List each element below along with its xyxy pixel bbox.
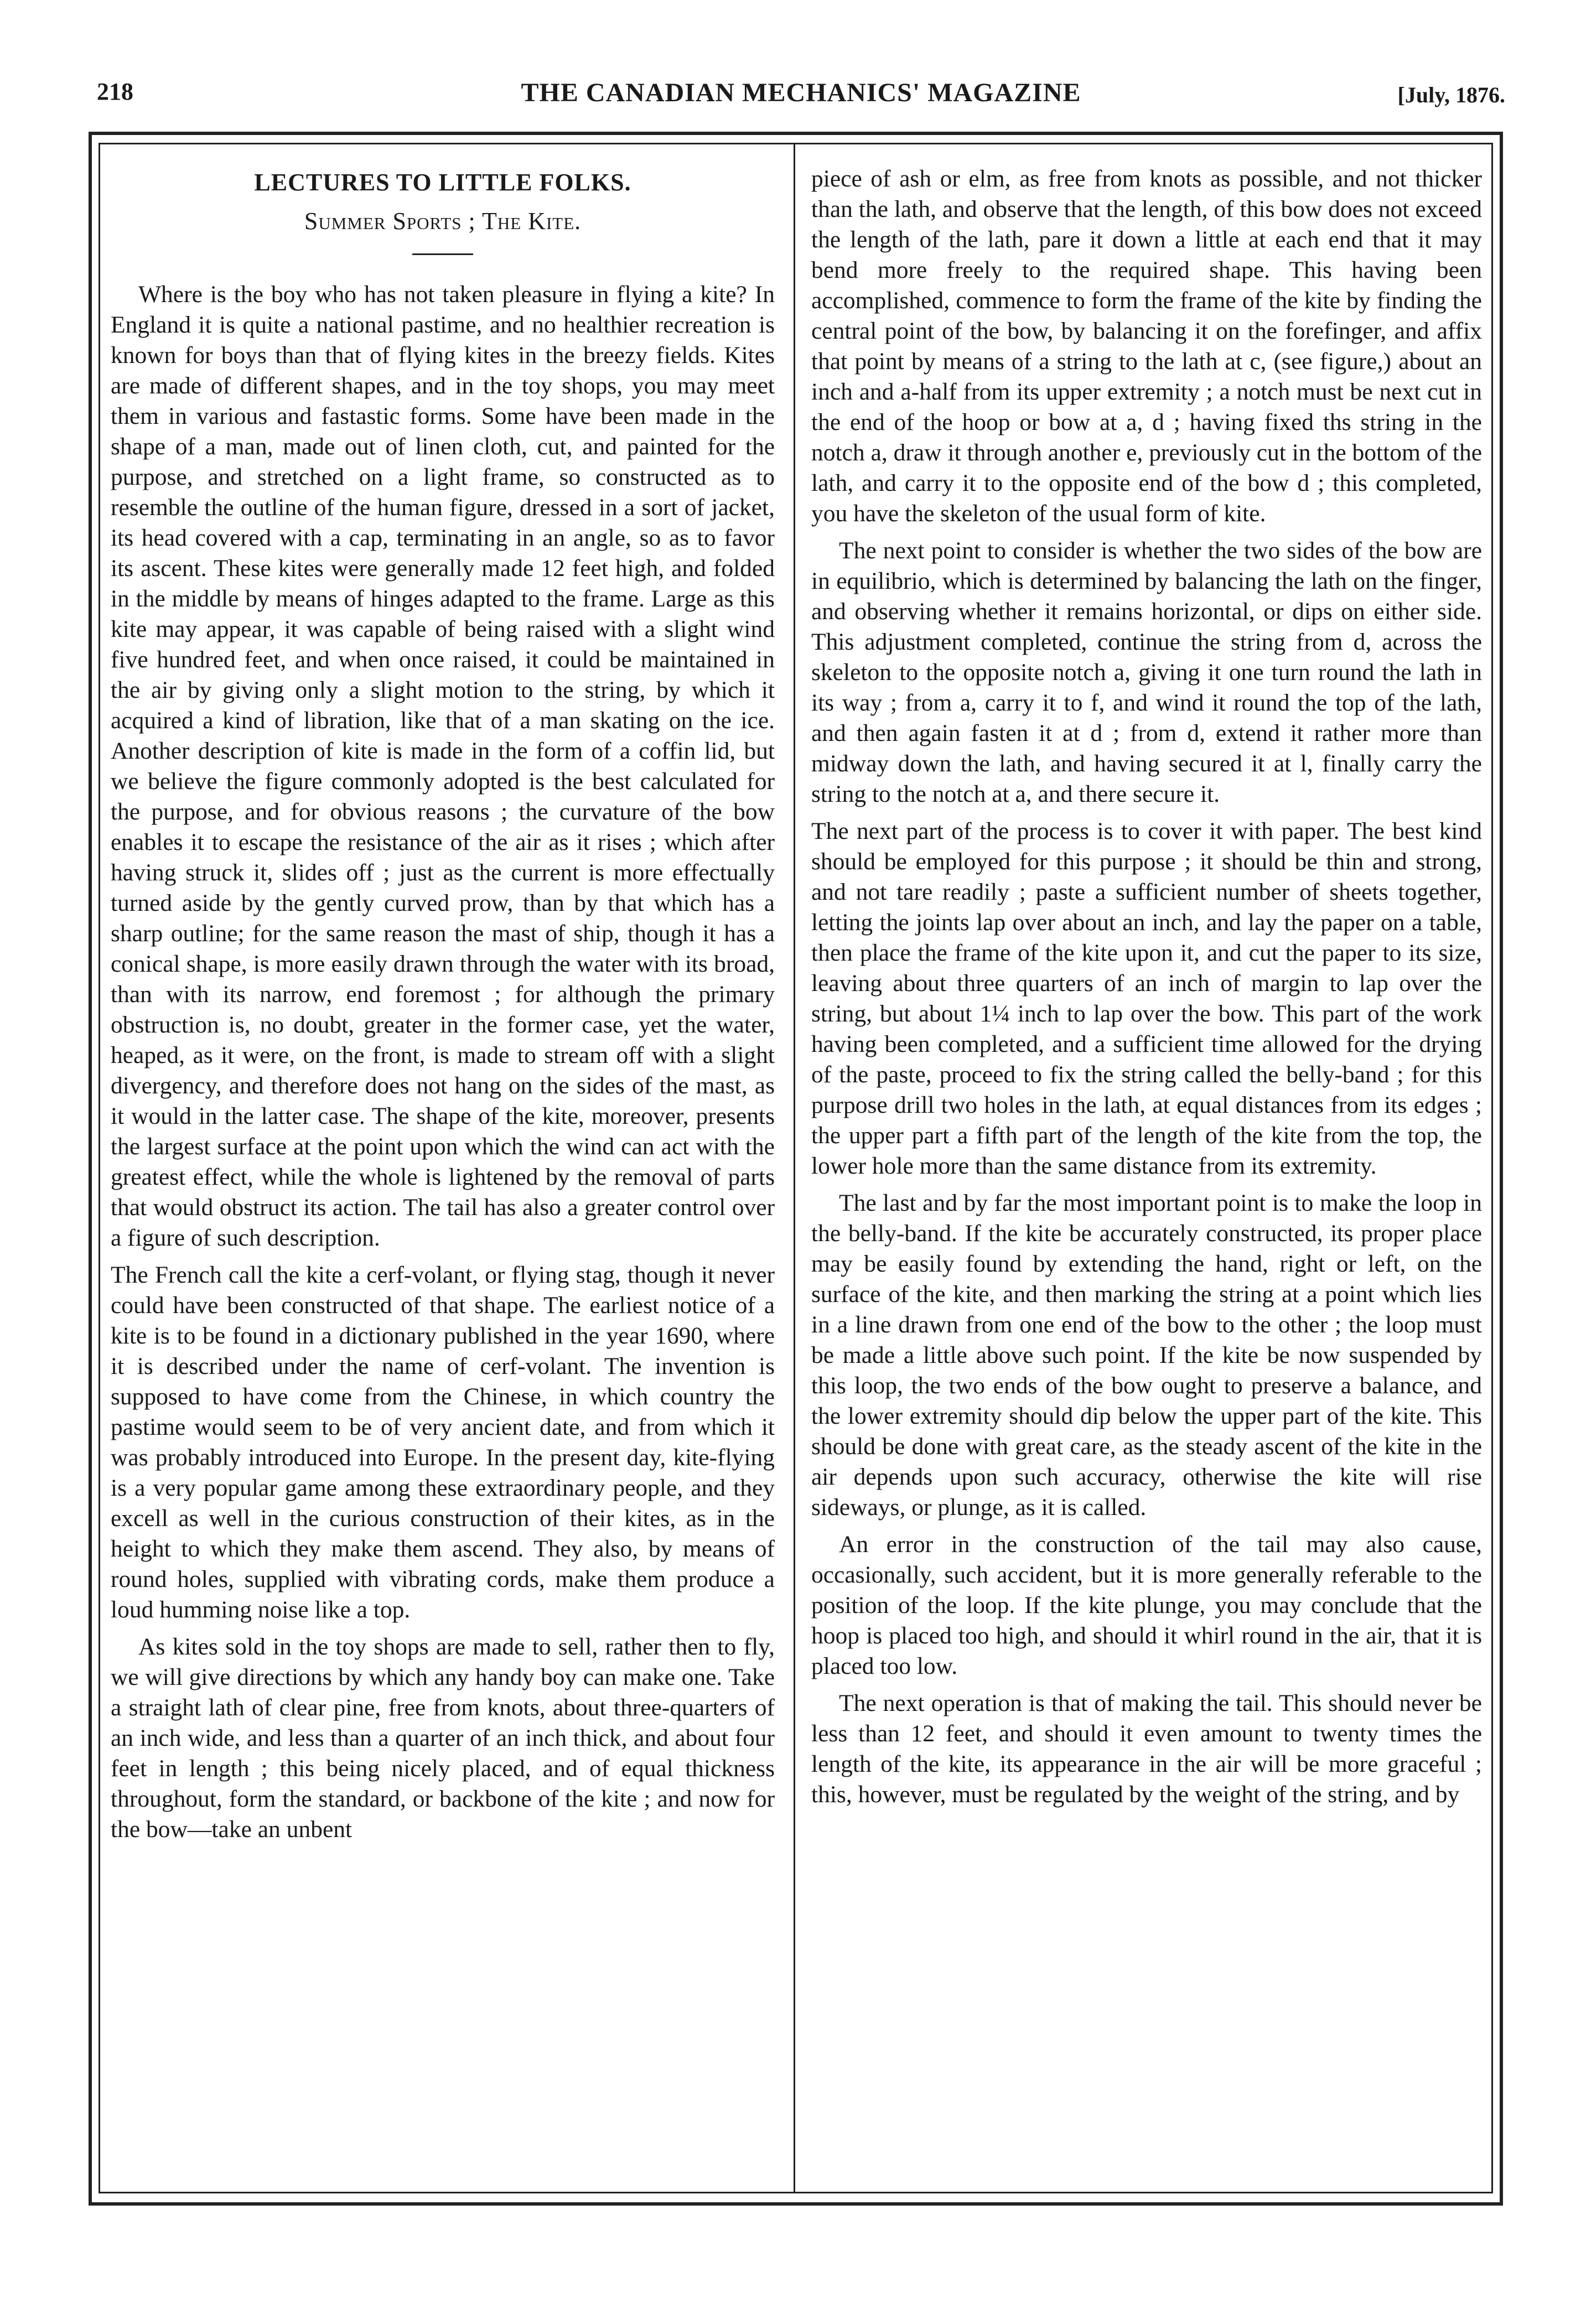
paragraph: The next operation is that of making the tail. This should never be less than 12 feet, and should it even amount to twenty times the length of the kite, its appearance in the air will be more graceful ; this, however, must be regulated by the weight of the string, and by: [811, 1690, 1482, 1808]
paragraph: piece of ash or elm, as free from knots as possible, and not thicker than the lath, and observe that the length, of this bow does not exceed the length of the lath, pare it down a little at each end that it may bend more freely to the required shape. This having been accomplished, commence to form the frame of the kite by finding the central point of the bow, by balancing it on the forefinger, and affix that point by means of a string to the lath at c, (see figure,) about an inch and a-half from its upper extremity ; a notch must be next cut in the end of the hoop or bow at a, d ; having fixed ths string in the notch a, draw it through another e, previously cut in the bottom of the lath, and carry it to the opposite end of the bow d ; this completed, you have the skeleton of the usual form of kite.: [811, 165, 1482, 527]
left-column: [111, 166, 775, 2180]
paragraph: Where is the boy who has not taken pleasure in flying a kite? In England it is quite a national pastime, and no healthier recreation is known for boys than that of flying kites in the breezy fields. Kites are made of different shapes, and in the toy shops, you may meet them in various and fastastic forms. Some have been made in the shape of a man, made out of linen cloth, cut, and painted for the purpose, and stretched on a light frame, so constructed as to resemble the outline of the human figure, dressed in a sort of jacket, its head covered with a cap, terminating in an angle, so as to favor its ascent. These kites were generally made 12 feet high, and folded in the middle by means of hinges adapted to the frame. Large as this kite may appear, it was capable of being raised with a slight wind five hundred feet, and when once raised, it could be maintained in the air by giving only a slight motion to the string, by which it acquired a kind of libration, like that of a man skating on the ice. Another description of kite is made in the form of a coffin lid, but we believe the figure commonly adopted is the best calculated for the purpose, and for obvious reasons ; the curvature of the bow enables it to escape the resistance of the air as it rises ; which after having struck it, slides off ; just as the current is more effectually turned aside by the gently curved prow, than by that which has a sharp outline; for the same reason the mast of ship, though it has a conical shape, is more easily drawn through the water with its broad, than with its narrow, end foremost ; for although the primary obstruction is, no doubt, greater in the former case, yet the water, heaped, as it were, on the front, is made to stream off with a slight divergency, and therefore does not hang on the sides of the mast, as it would in the latter case. The shape of the kite, moreover, presents the largest surface at the point upon which the wind can act with the greatest effect, while the whole is lightened by the removal of parts that would obstruct its action. The tail has also a greater control over a figure of such description.: [111, 281, 775, 1251]
page-number: 218: [97, 78, 133, 105]
issue-date: [July, 1876.: [1397, 82, 1505, 107]
article-subtitle: Summer Sports ; The Kite.: [304, 208, 582, 235]
paragraph: The last and by far the most important point is to make the loop in the belly-band. If the kite be accurately constructed, its proper place may be easily found by extending the hand, right or left, on the surface of the kite, and then marking the string at a point which lies in a line drawn from one end of the bow to the other ; the loop must be made a little above such point. If the kite be now suspended by this loop, the two ends of the bow ought to preserve a balance, and the lower extremity should dip below the upper part of the kite. This should be done with great care, as the steady ascent of the kite in the air depends upon such accuracy, otherwise the kite will rise sideways, or plunge, as it is called.: [811, 1190, 1482, 1521]
paragraph: As kites sold in the toy shops are made to sell, rather then to fly, we will give directions by which any handy boy can make one. Take a straight lath of clear pine, free from knots, about three-quarters of an inch wide, and less than a quarter of an inch thick, and about four feet in length ; this being nicely placed, and of equal thickness throughout, form the standard, or backbone of the kite ; and now for the bow—take an unbent: [111, 1633, 775, 1843]
right-column: [811, 164, 1482, 2178]
page-header: [97, 77, 1505, 122]
column-divider: [794, 143, 795, 2193]
title-rule: [412, 253, 473, 255]
paragraph: The French call the kite a cerf-volant, or flying stag, though it never could have been constructed of that shape. The earliest notice of a kite is to be found in a dictionary published in the year 1690, where it is described under the name of cerf-volant. The invention is supposed to have come from the Chinese, in which country the pastime would seem to be of very ancient date, and from which it was probably introduced into Europe. In the present day, kite-flying is a very popular game among these extraordinary people, and they excell as well in the curious construction of their kites, as in the height to which they make them ascend. They also, by means of round holes, supplied with vibrating cords, make them produce a loud humming noise like a top.: [111, 1262, 775, 1623]
paragraph: An error in the construction of the tail may also cause, occasionally, such accident, but it is more generally referable to the position of the loop. If the kite plunge, you may conclude that the hoop is placed too high, and should it whirl round in the air, that it is placed too low.: [811, 1531, 1482, 1679]
paragraph: The next part of the process is to cover it with paper. The best kind should be employed for this purpose ; it should be thin and strong, and not tare readily ; paste a sufficient number of sheets together, letting the joints lap over about an inch, and lay the paper on a table, then place the frame of the kite upon it, and cut the paper to its size, leaving about three quarters of an inch of margin to lap over the string, but about 1¼ inch to lap over the bow. This part of the work having been completed, and a sufficient time allowed for the drying of the paste, proceed to fix the string called the belly-band ; for this purpose drill two holes in the lath, at equal distances from its edges ; the upper part a fifth part of the length of the kite from the top, the lower hole more than the same distance from its extremity.: [811, 818, 1482, 1179]
paragraph: The next point to consider is whether the two sides of the bow are in equilibrio, which is determined by balancing the lath on the finger, and observing whether it remains horizontal, or dips on either side. This adjustment completed, continue the string from d, across the skeleton to the opposite notch a, giving it one turn round the lath in its way ; from a, carry it to f, and wind it round the top of the lath, and then again fasten it at d ; from d, extend it rather more than midway down the lath, and having secured it at l, finally carry the string to the notch at a, and there secure it.: [811, 537, 1482, 807]
article-title: LECTURES TO LITTLE FOLKS.: [254, 169, 631, 196]
magazine-title: THE CANADIAN MECHANICS' MAGAZINE: [521, 78, 1081, 107]
